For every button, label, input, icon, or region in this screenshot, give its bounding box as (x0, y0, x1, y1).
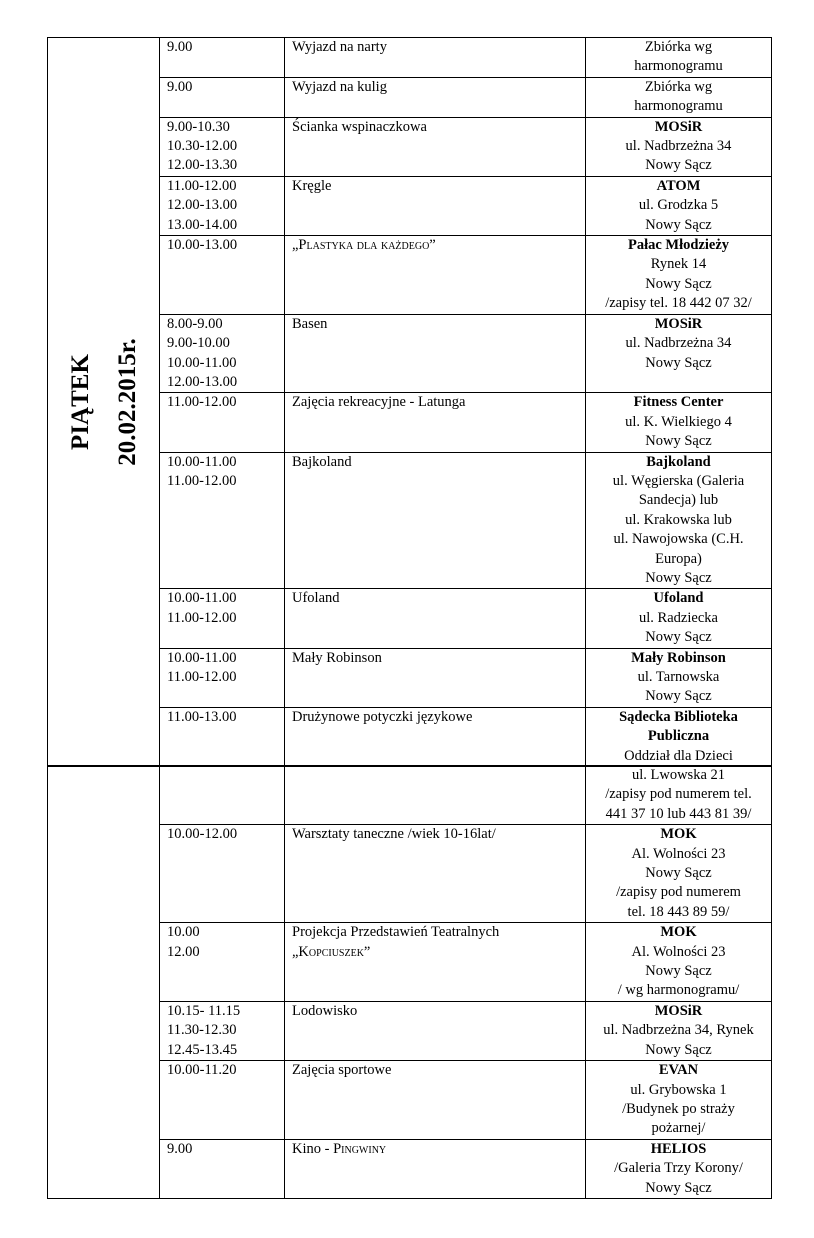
time-cell: 9.00-10.30 10.30-12.00 12.00-13.30 (160, 117, 285, 176)
place-cell: MOK Al. Wolności 23 Nowy Sącz /zapisy pod numerem tel. 18 443 89 59/ (586, 825, 772, 923)
schedule-table-friday (47, 37, 772, 767)
place-cell: Pałac Młodzieży Rynek 14 Nowy Sącz /zapisy tel. 18 442 07 32/ (586, 236, 772, 315)
time-cell: 11.00-13.00 (160, 707, 285, 766)
time-cell: 10.00 12.00 (160, 923, 285, 1002)
time-cell: 10.00-11.00 11.00-12.00 (160, 589, 285, 648)
table-row (48, 38, 772, 78)
activity-cell: Zajęcia sportowe (285, 1061, 586, 1140)
activity-cell: Mały Robinson (285, 648, 586, 707)
activity-cell: Wyjazd na narty (285, 38, 586, 78)
day-label (57, 338, 151, 466)
activity-cell: Lodowisko (285, 1001, 586, 1060)
activity-cell: Zajęcia rekreacyjne - Latunga (285, 393, 586, 452)
place-cell: MOK Al. Wolności 23 Nowy Sącz / wg harmonogramu/ (586, 923, 772, 1002)
place-cell: ATOM ul. Grodzka 5 Nowy Sącz (586, 176, 772, 235)
day-cell-empty (48, 766, 160, 1199)
activity-cell: Basen (285, 314, 586, 393)
place-cell: MOSiR ul. Nadbrzeżna 34 Nowy Sącz (586, 117, 772, 176)
day-date: 20.02.2015r. (113, 338, 141, 466)
place-cell: Ufoland ul. Radziecka Nowy Sącz (586, 589, 772, 648)
place-cell: Zbiórka wg harmonogramu (586, 77, 772, 117)
activity-cell: Ścianka wspinaczkowa (285, 117, 586, 176)
activity-cell: Projekcja Przedstawień Teatralnych „Kopciuszek” (285, 923, 586, 1002)
activity-cell: Kręgle (285, 176, 586, 235)
place-cell: HELIOS /Galeria Trzy Korony/ Nowy Sącz (586, 1139, 772, 1198)
activity-cell (285, 766, 586, 825)
time-cell: 10.00-11.20 (160, 1061, 285, 1140)
place-cell: ul. Lwowska 21 /zapisy pod numerem tel. 441 37 10 lub 443 81 39/ (586, 766, 772, 825)
place-cell: MOSiR ul. Nadbrzeżna 34, Rynek Nowy Sącz (586, 1001, 772, 1060)
time-cell: 11.00-12.00 12.00-13.00 13.00-14.00 (160, 176, 285, 235)
time-cell: 10.00-13.00 (160, 236, 285, 315)
activity-cell: „Plastyka dla każdego” (285, 236, 586, 315)
place-cell: Bajkoland ul. Węgierska (Galeria Sandecja) lub ul. Krakowska lub ul. Nawojowska (C.H. Europa) Nowy Sącz (586, 452, 772, 589)
time-cell: 8.00-9.00 9.00-10.00 10.00-11.00 12.00-13.00 (160, 314, 285, 393)
table-row (48, 766, 772, 825)
place-cell: MOSiR ul. Nadbrzeżna 34 Nowy Sącz (586, 314, 772, 393)
time-cell: 9.00 (160, 1139, 285, 1198)
place-cell: Sądecka Biblioteka Publiczna Oddział dla Dzieci (586, 707, 772, 766)
schedule-table-continued (47, 765, 772, 1199)
activity-line: Kino - Pingwiny (292, 1140, 387, 1157)
activity-cell: Warsztaty taneczne /wiek 10-16lat/ (285, 825, 586, 923)
time-cell: 9.00 (160, 38, 285, 78)
time-cell: 10.15- 11.15 11.30-12.30 12.45-13.45 (160, 1001, 285, 1060)
activity-cell (285, 1139, 586, 1198)
place-cell: Mały Robinson ul. Tarnowska Nowy Sącz (586, 648, 772, 707)
place-cell: EVAN ul. Grybowska 1 /Budynek po straży pożarnej/ (586, 1061, 772, 1140)
activity-cell: Drużynowe potyczki językowe (285, 707, 586, 766)
time-cell: 9.00 (160, 77, 285, 117)
time-cell: 10.00-12.00 (160, 825, 285, 923)
day-cell (48, 38, 160, 767)
time-cell: 10.00-11.00 11.00-12.00 (160, 648, 285, 707)
time-cell (160, 766, 285, 825)
activity-cell: Bajkoland (285, 452, 586, 589)
place-cell: Zbiórka wg harmonogramu (586, 38, 772, 78)
time-cell: 11.00-12.00 (160, 393, 285, 452)
activity-cell: Ufoland (285, 589, 586, 648)
time-cell: 10.00-11.00 11.00-12.00 (160, 452, 285, 589)
day-name: PIĄTEK (66, 354, 94, 450)
place-cell: Fitness Center ul. K. Wielkiego 4 Nowy Sącz (586, 393, 772, 452)
activity-cell: Wyjazd na kulig (285, 77, 586, 117)
